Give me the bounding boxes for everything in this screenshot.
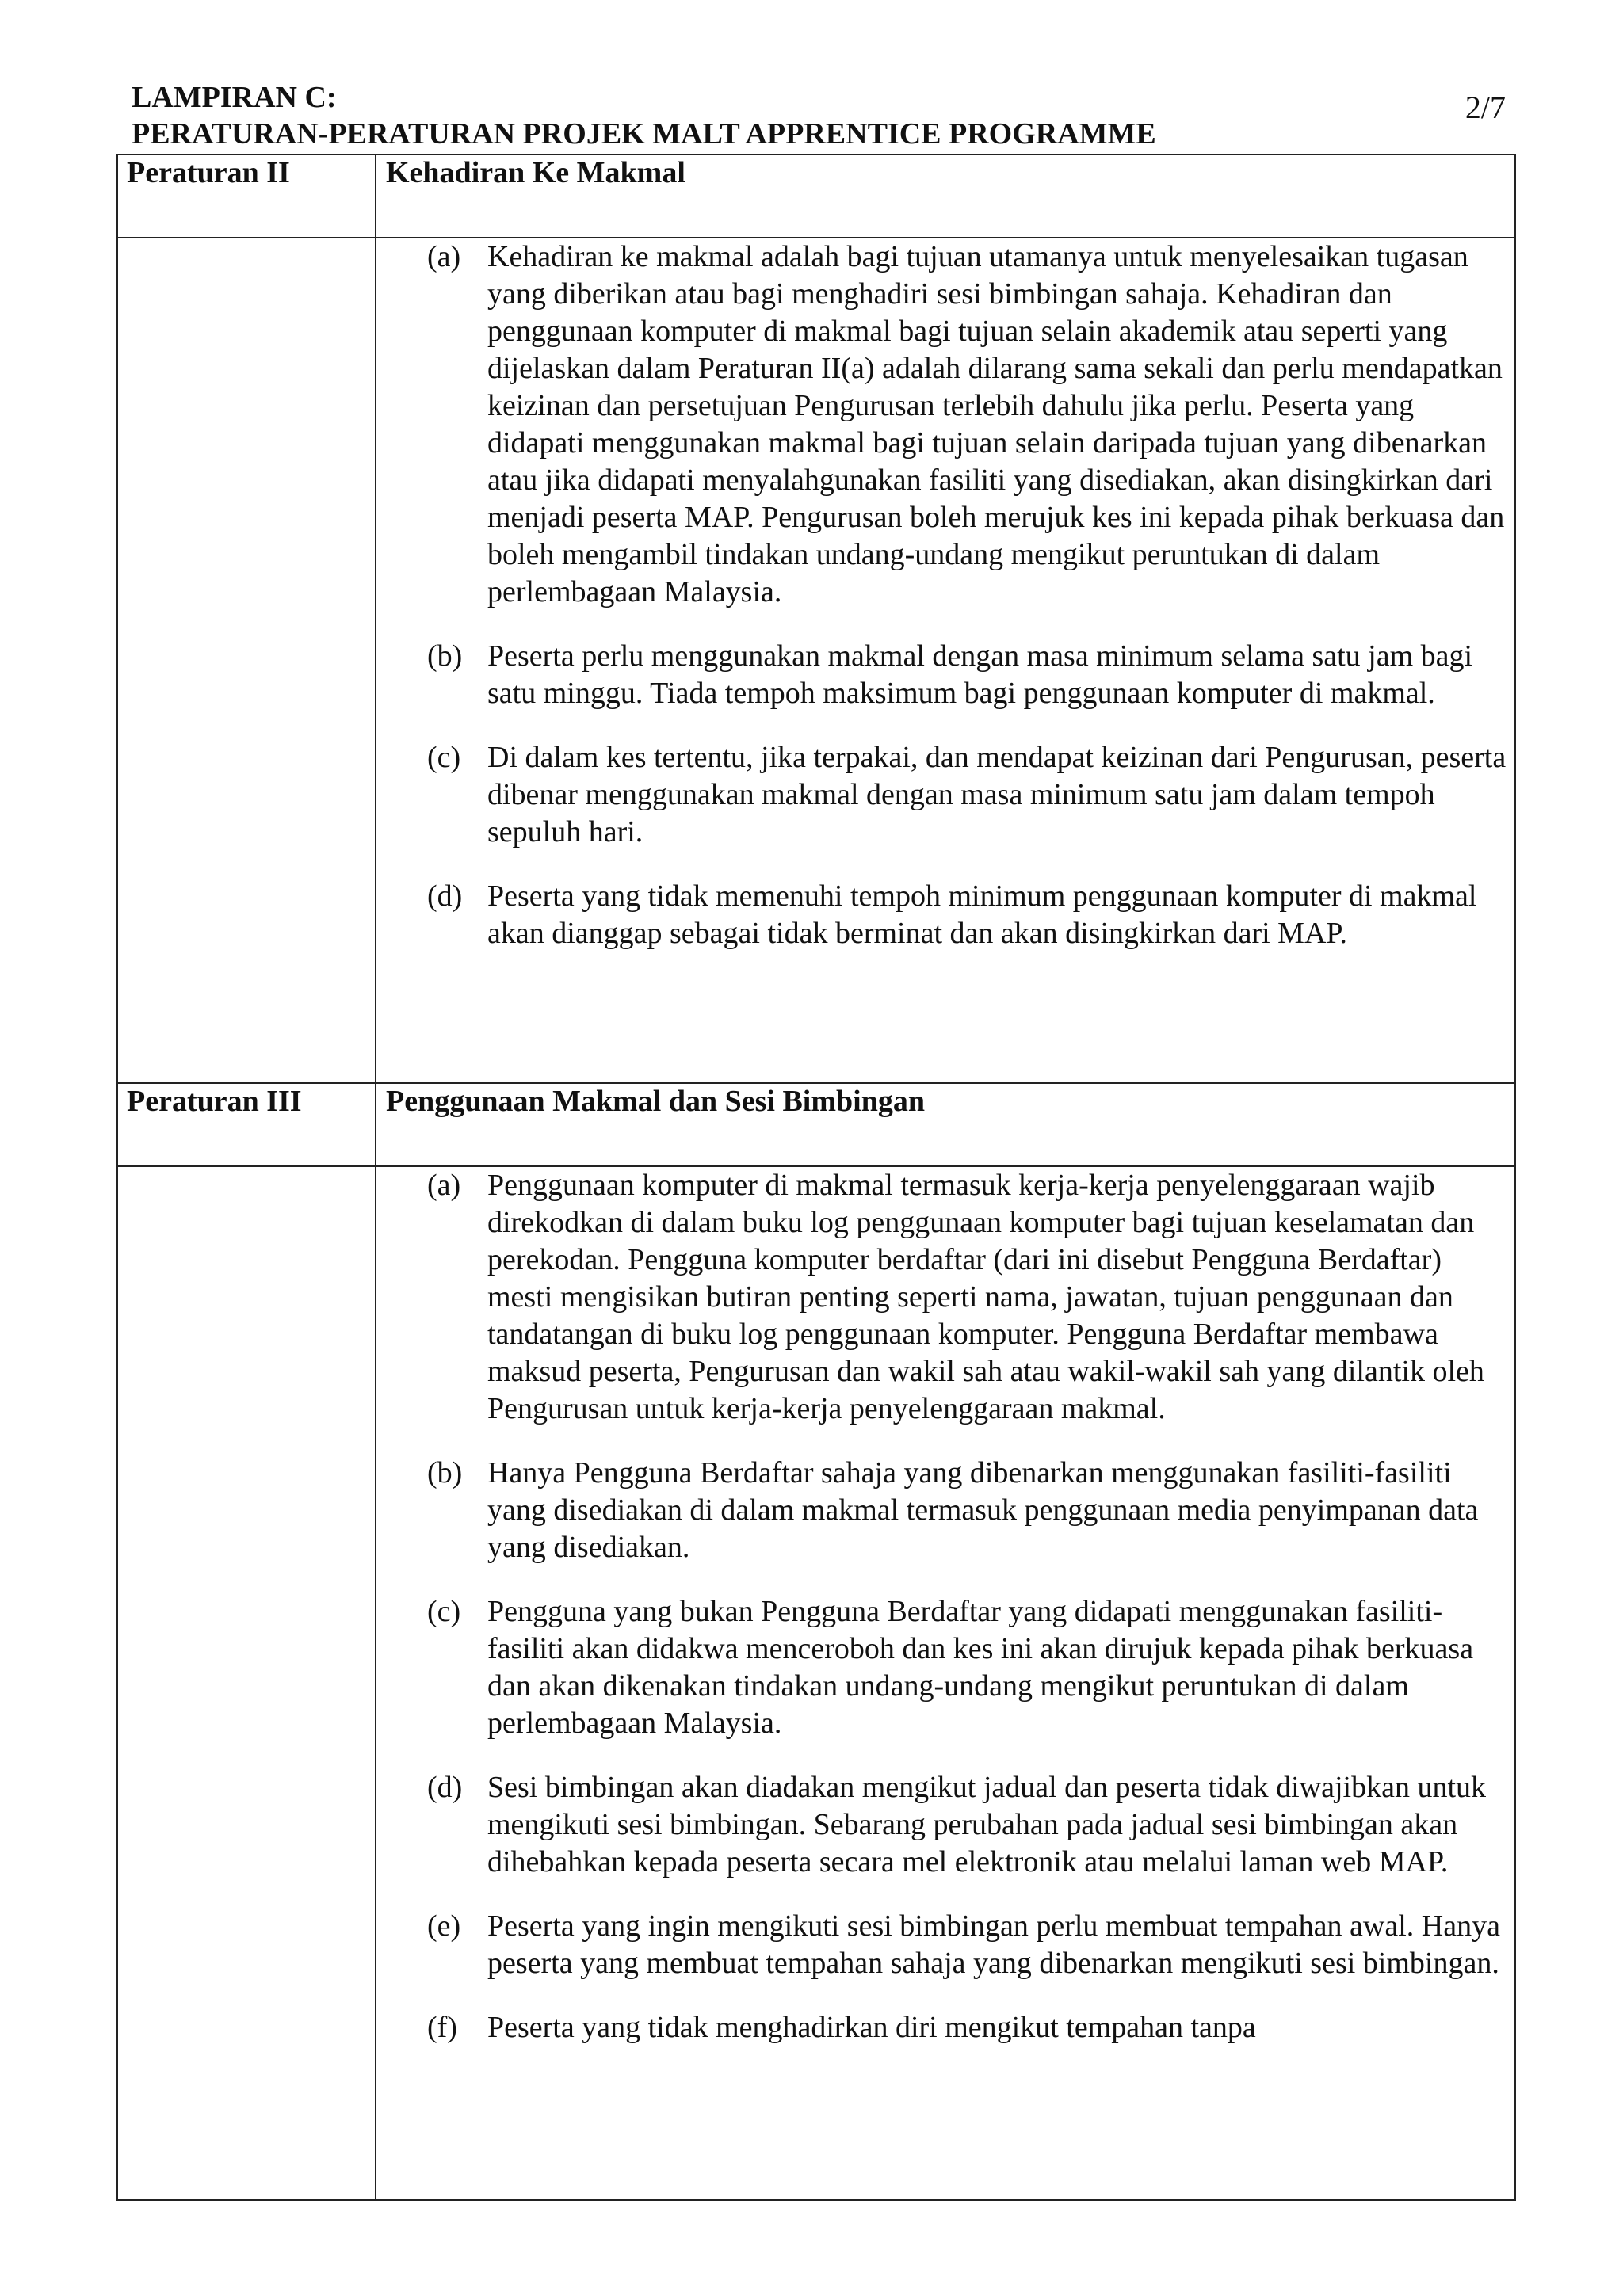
rules-table: [116, 154, 1516, 2201]
rule-text: Di dalam kes tertentu, jika terpakai, dan mendapat keizinan dari Pengurusan, peserta dibenar menggunakan makmal dengan masa minimum satu jam dalam tempoh sepuluh hari.: [487, 741, 1507, 849]
rule-marker: (f): [427, 2011, 457, 2044]
rule-marker: (d): [427, 1771, 463, 1804]
rule-marker: (a): [427, 240, 461, 273]
rule-marker: (b): [427, 639, 463, 673]
rule-item: [376, 1908, 1514, 1982]
rule-item: [376, 1593, 1514, 1742]
rule-item: [376, 739, 1514, 851]
section-label: Peraturan II: [117, 154, 376, 238]
rule-text: Peserta yang tidak menghadirkan diri mengikut tempahan tanpa: [487, 2011, 1256, 2044]
rule-text: Hanya Pengguna Berdaftar sahaja yang dibenarkan menggunakan fasiliti-fasiliti yang disediakan di dalam makmal termasuk penggunaan media penyimpanan data yang disediakan.: [487, 1456, 1479, 1564]
rule-marker: (a): [427, 1169, 461, 1202]
rule-item: [376, 1167, 1514, 1428]
rule-text: Kehadiran ke makmal adalah bagi tujuan utamanya untuk menyelesaikan tugasan yang diberikan atau bagi menghadiri sesi bimbingan sahaja. Kehadiran dan penggunaan komputer di makmal bagi tujuan selain akademik atau seperti yang dijelaskan dalam Peraturan II(a) adalah dilarang sama sekali dan perlu mendapatkan keizinan dan persetujuan Pengurusan terlebih dahulu jika perlu. Peserta yang didapati menggunakan makmal bagi tujuan selain daripada tujuan yang dibenarkan atau jika didapati menyalahgunakan fasiliti yang disediakan, akan disingkirkan dari menjadi peserta MAP. Pengurusan boleh merujuk kes ini kepada pihak berkuasa dan boleh mengambil tindakan undang-undang mengikut peruntukan di dalam perlembagaan Malaysia.: [487, 240, 1505, 608]
rule-item: [376, 638, 1514, 712]
section-label: Peraturan III: [117, 1083, 376, 1166]
rule-list: [376, 238, 1514, 952]
rule-text: Pengguna yang bukan Pengguna Berdaftar yang didapati menggunakan fasiliti-fasiliti akan didakwa menceroboh dan kes ini akan dirujuk kepada pihak berkuasa dan akan dikenakan tindakan undang-undang mengikut peruntukan di dalam perlembagaan Malaysia.: [487, 1595, 1474, 1740]
rule-marker: (c): [427, 1595, 461, 1628]
document-title: PERATURAN-PERATURAN PROJEK MALT APPRENTICE PROGRAMME: [132, 117, 1156, 151]
rule-marker: (d): [427, 879, 463, 913]
rule-marker: (e): [427, 1909, 461, 1943]
section-body-row: [117, 238, 1515, 1083]
section-header-row: [117, 154, 1515, 238]
empty-label-cell: [117, 238, 376, 1083]
empty-label-cell: [117, 1166, 376, 2200]
rule-text: Penggunaan komputer di makmal termasuk kerja-kerja penyelenggaraan wajib direkodkan di dalam buku log penggunaan komputer bagi tujuan keselamatan dan perekodan. Pengguna komputer berdaftar (dari ini disebut Pengguna Berdaftar) mesti mengisikan butiran penting seperti nama, jawatan, tujuan penggunaan dan tandatangan di buku log penggunaan komputer. Pengguna Berdaftar membawa maksud peserta, Pengurusan dan wakil sah atau wakil-wakil sah yang dilantik oleh Pengurusan untuk kerja-kerja penyelenggaraan makmal.: [487, 1169, 1484, 1425]
rule-list: [376, 1167, 1514, 2046]
rule-item: [376, 1769, 1514, 1881]
rule-item: [376, 238, 1514, 611]
section-title: Kehadiran Ke Makmal: [376, 154, 1515, 238]
section-body: [376, 238, 1515, 1083]
appendix-title: LAMPIRAN C:: [132, 81, 337, 114]
rule-text: Peserta perlu menggunakan makmal dengan masa minimum selama satu jam bagi satu minggu. Tiada tempoh maksimum bagi penggunaan komputer di makmal.: [487, 639, 1473, 710]
section-header-row: [117, 1083, 1515, 1166]
rule-item: [376, 1455, 1514, 1566]
rule-text: Peserta yang ingin mengikuti sesi bimbingan perlu membuat tempahan awal. Hanya peserta yang membuat tempahan sahaja yang dibenarkan mengikuti sesi bimbingan.: [487, 1909, 1500, 1980]
rule-marker: (c): [427, 741, 461, 774]
section-body: [376, 1166, 1515, 2200]
section-title: Penggunaan Makmal dan Sesi Bimbingan: [376, 1083, 1515, 1166]
rule-text: Peserta yang tidak memenuhi tempoh minimum penggunaan komputer di makmal akan dianggap sebagai tidak berminat dan akan disingkirkan dari MAP.: [487, 879, 1477, 950]
section-body-row: [117, 1166, 1515, 2200]
rule-text: Sesi bimbingan akan diadakan mengikut jadual dan peserta tidak diwajibkan untuk mengikuti sesi bimbingan. Sebarang perubahan pada jadual sesi bimbingan akan dihebahkan kepada peserta secara mel elektronik atau melalui laman web MAP.: [487, 1771, 1487, 1878]
page-number: 2/7: [1465, 90, 1506, 125]
rule-item: [376, 2009, 1514, 2046]
document-header: [132, 79, 1156, 152]
rule-marker: (b): [427, 1456, 463, 1489]
rule-item: [376, 878, 1514, 952]
